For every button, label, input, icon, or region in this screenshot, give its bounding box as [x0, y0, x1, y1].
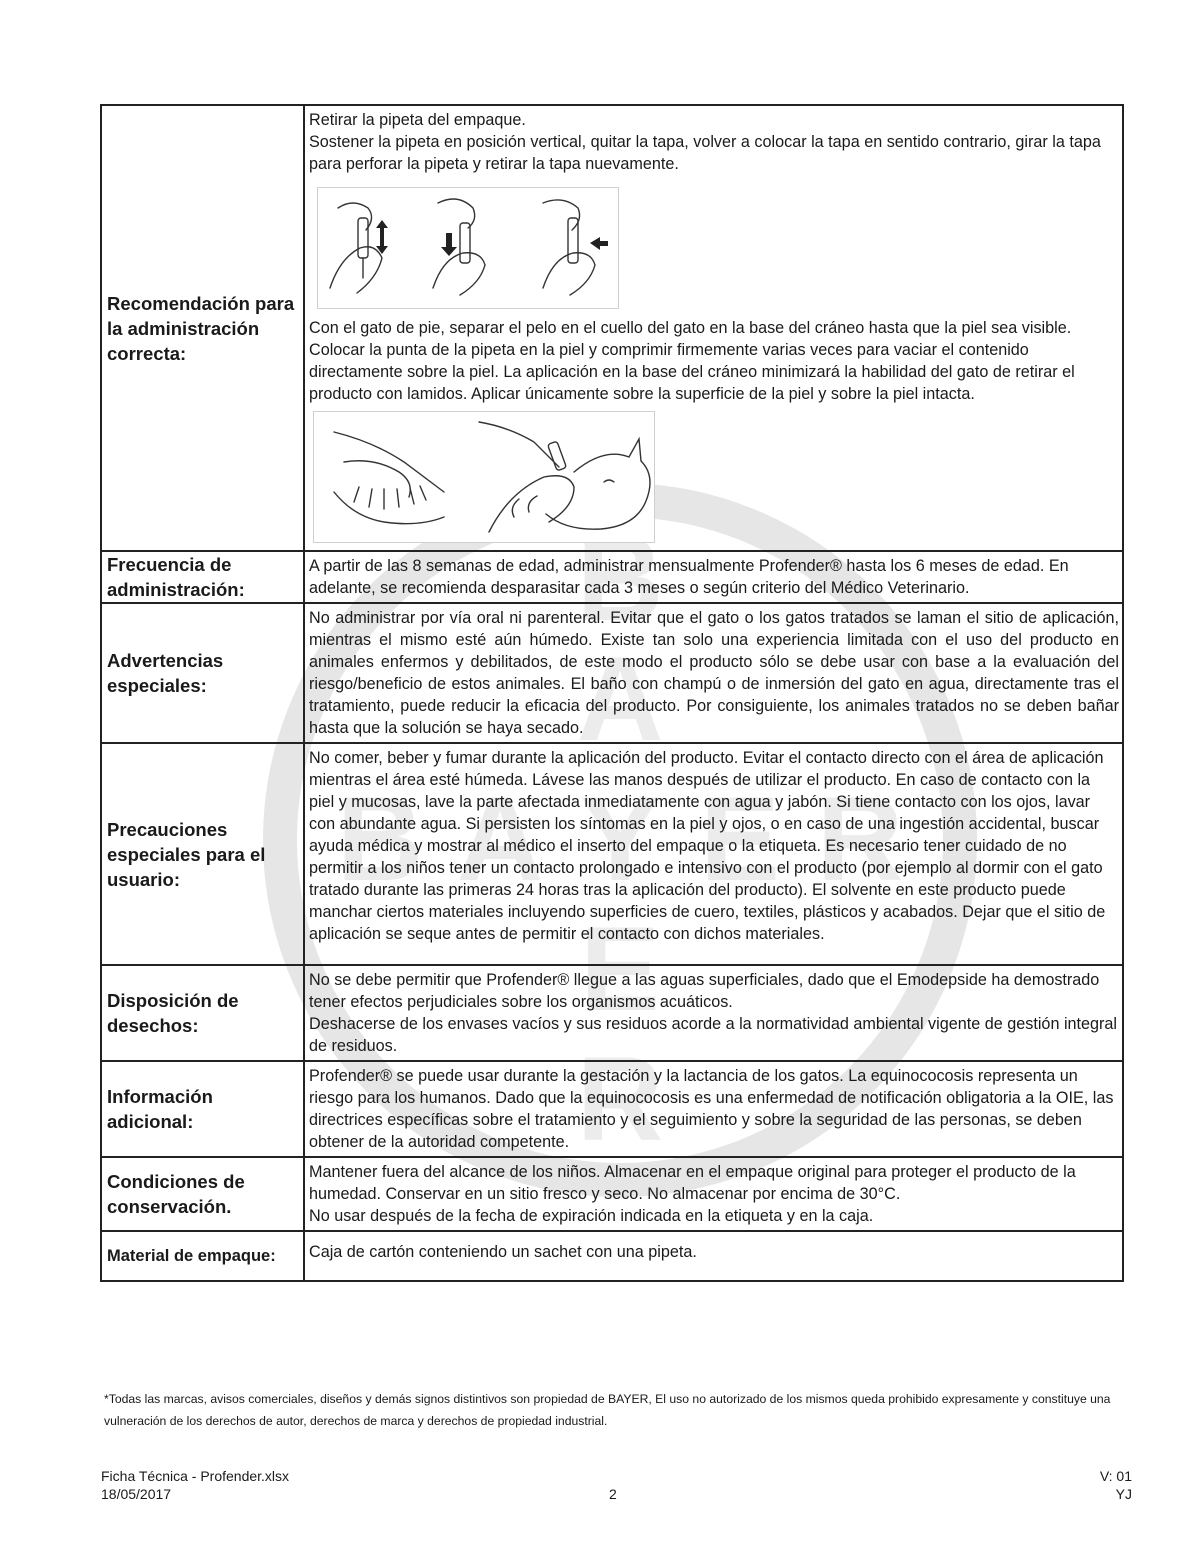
svg-text:R: R	[576, 1032, 664, 1166]
row-content	[304, 105, 1123, 551]
table-row	[101, 965, 1123, 1061]
footer-date: 18/05/2017	[101, 1486, 172, 1502]
disclaimer-note: *Todas las marcas, avisos comerciales, diseños y demás signos distintivos son propiedad de BAYER, El uso no autorizado de los mismos queda prohibido expresamente y constituye una vulneración de los derechos de autor, derechos de marca y derechos de propiedad industrial.	[104, 1392, 1111, 1428]
svg-text:A: A	[576, 632, 664, 766]
svg-text:B: B	[576, 512, 664, 646]
row-label: Recomendación para la administración correcta:	[101, 105, 304, 551]
instruction-text: Sostener la pipeta en posición vertical, quitar la tapa, volver a colocar la tapa en sentido contrario, girar la tapa para perforar la pipeta y retirar la tapa nuevamente.	[309, 133, 1101, 173]
svg-text:E: E	[579, 902, 661, 1036]
row-content	[304, 1231, 1123, 1281]
row-text: Caja de cartón conteniendo un sachet con una pipeta.	[309, 1243, 697, 1261]
cat-application-illustration	[313, 411, 655, 543]
svg-text:B: B	[336, 772, 424, 906]
svg-text:Y: Y	[579, 772, 661, 906]
row-label: Material de empaque:	[101, 1231, 304, 1281]
row-label: Frecuencia de administración:	[101, 551, 304, 603]
row-content	[304, 743, 1123, 965]
row-text: Deshacerse de los envases vacíos y sus residuos acorde a la normatividad ambiental vigente de gestión integral de residuos.	[309, 1015, 1118, 1055]
row-text: Mantener fuera del alcance de los niños. Almacenar en el empaque original para proteger el producto de la humedad. Conservar en un sitio fresco y seco. No almacenar por encima de 30°C.	[309, 1163, 1076, 1203]
row-label: Advertencias especiales:	[101, 603, 304, 743]
svg-text:A: A	[456, 772, 544, 906]
footer-initials: YJ	[1115, 1486, 1132, 1502]
footer-file-name: Ficha Técnica - Profender.xlsx	[101, 1468, 290, 1484]
row-text: No administrar por vía oral ni parenteral. Evitar que el gato o los gatos tratados se laman el sitio de aplicación, mientras el mismo esté aún húmedo. Existe tan solo una experiencia limitada con el uso del producto en animales enfermos y debilitados, de este modo el producto sólo se debe usar con base a la evaluación del riesgo/beneficio de estos animales. El baño con champú o de inmersión del gato en agua, directamente tras el tratamiento, puede reducir la eficacia del producto. Por consiguiente, los animales tratados no se deben bañar hasta que la solución se haya secado.	[309, 609, 1119, 737]
row-label: Disposición de desechos:	[101, 965, 304, 1061]
page-number: 2	[609, 1486, 617, 1502]
row-content	[304, 603, 1123, 743]
table-row	[101, 551, 1123, 603]
row-label: Condiciones de conservación.	[101, 1157, 304, 1231]
row-text: Profender® se puede usar durante la gestación y la lactancia de los gatos. La equinococosis representa un riesgo para los humanos. Dado que la equinococosis es una enfermedad de notificación obligatoria a la OIE, las directrices específicas sobre el tratamiento y el seguimiento y sobre la seguridad de las personas, se deben obtener de la autoridad competente.	[309, 1067, 1114, 1151]
table-row	[101, 105, 1123, 551]
table-row	[101, 1157, 1123, 1231]
row-text: A partir de las 8 semanas de edad, administrar mensualmente Profender® hasta los 6 meses de edad. En adelante, se recomienda desparasitar cada 3 meses o según criterio del Médico Veterinario.	[309, 557, 1069, 597]
footer-left	[101, 1467, 289, 1503]
row-content	[304, 1157, 1123, 1231]
table-row	[101, 743, 1123, 965]
row-content	[304, 551, 1123, 603]
table-row	[101, 603, 1123, 743]
row-text: No se debe permitir que Profender® llegue a las aguas superficiales, dado que el Emodepside ha demostrado tener efectos perjudiciales sobre los organismos acuáticos.	[309, 971, 1100, 1011]
footer-right	[1100, 1467, 1132, 1503]
row-content	[304, 1061, 1123, 1157]
footer-version: V: 01	[1099, 1468, 1132, 1484]
application-text: Con el gato de pie, separar el pelo en el cuello del gato en la base del cráneo hasta que la piel sea visible. Colocar la punta de la pipeta en la piel y comprimir firmemente varias veces para vaciar el contenido directamente sobre la piel. La aplicación en la base del cráneo minimizará la habilidad del gato de retirar el producto con lamidos. Aplicar únicamente sobre la superficie de la piel y sobre la piel intacta.	[309, 319, 1075, 403]
row-text: No comer, beber y fumar durante la aplicación del producto. Evitar el contacto directo con el área de aplicación mientras el área esté húmeda. Lávese las manos después de utilizar el producto. En caso de contacto con la piel y mucosas, lave la parte afectada inmediatamente con agua y jabón. Si tiene contacto con los ojos, lavar con abundante agua. Si persisten los síntomas en la piel y ojos, o en caso de una ingestión accidental, buscar ayuda médica y mostrar al médico el inserto del empaque o la etiqueta. Es necesario tener cuidado de no permitir a los niños tener un contacto prolongado e intensivo con el producto (por ejemplo al dormir con el gato tratado durante las primeras 24 horas tras la aplicación del producto). El solvente en este producto puede manchar ciertos materiales incluyendo superficies de cuero, textiles, plásticos y acabados. Dejar que el sitio de aplicación se seque antes de permitir el contacto con dichos materiales.	[309, 749, 1106, 943]
row-label: Información adicional:	[101, 1061, 304, 1157]
row-text: No usar después de la fecha de expiración indicada en la etiqueta y en la caja.	[309, 1207, 874, 1225]
spec-table	[100, 104, 1124, 1282]
instruction-text: Retirar la pipeta del empaque.	[309, 111, 526, 129]
row-label: Precauciones especiales para el usuario:	[101, 743, 304, 965]
table-row	[101, 1061, 1123, 1157]
row-content	[304, 965, 1123, 1061]
svg-text:E: E	[699, 772, 781, 906]
pipette-opening-illustration	[317, 187, 619, 309]
table-row	[101, 1231, 1123, 1281]
svg-text:R: R	[816, 772, 904, 906]
